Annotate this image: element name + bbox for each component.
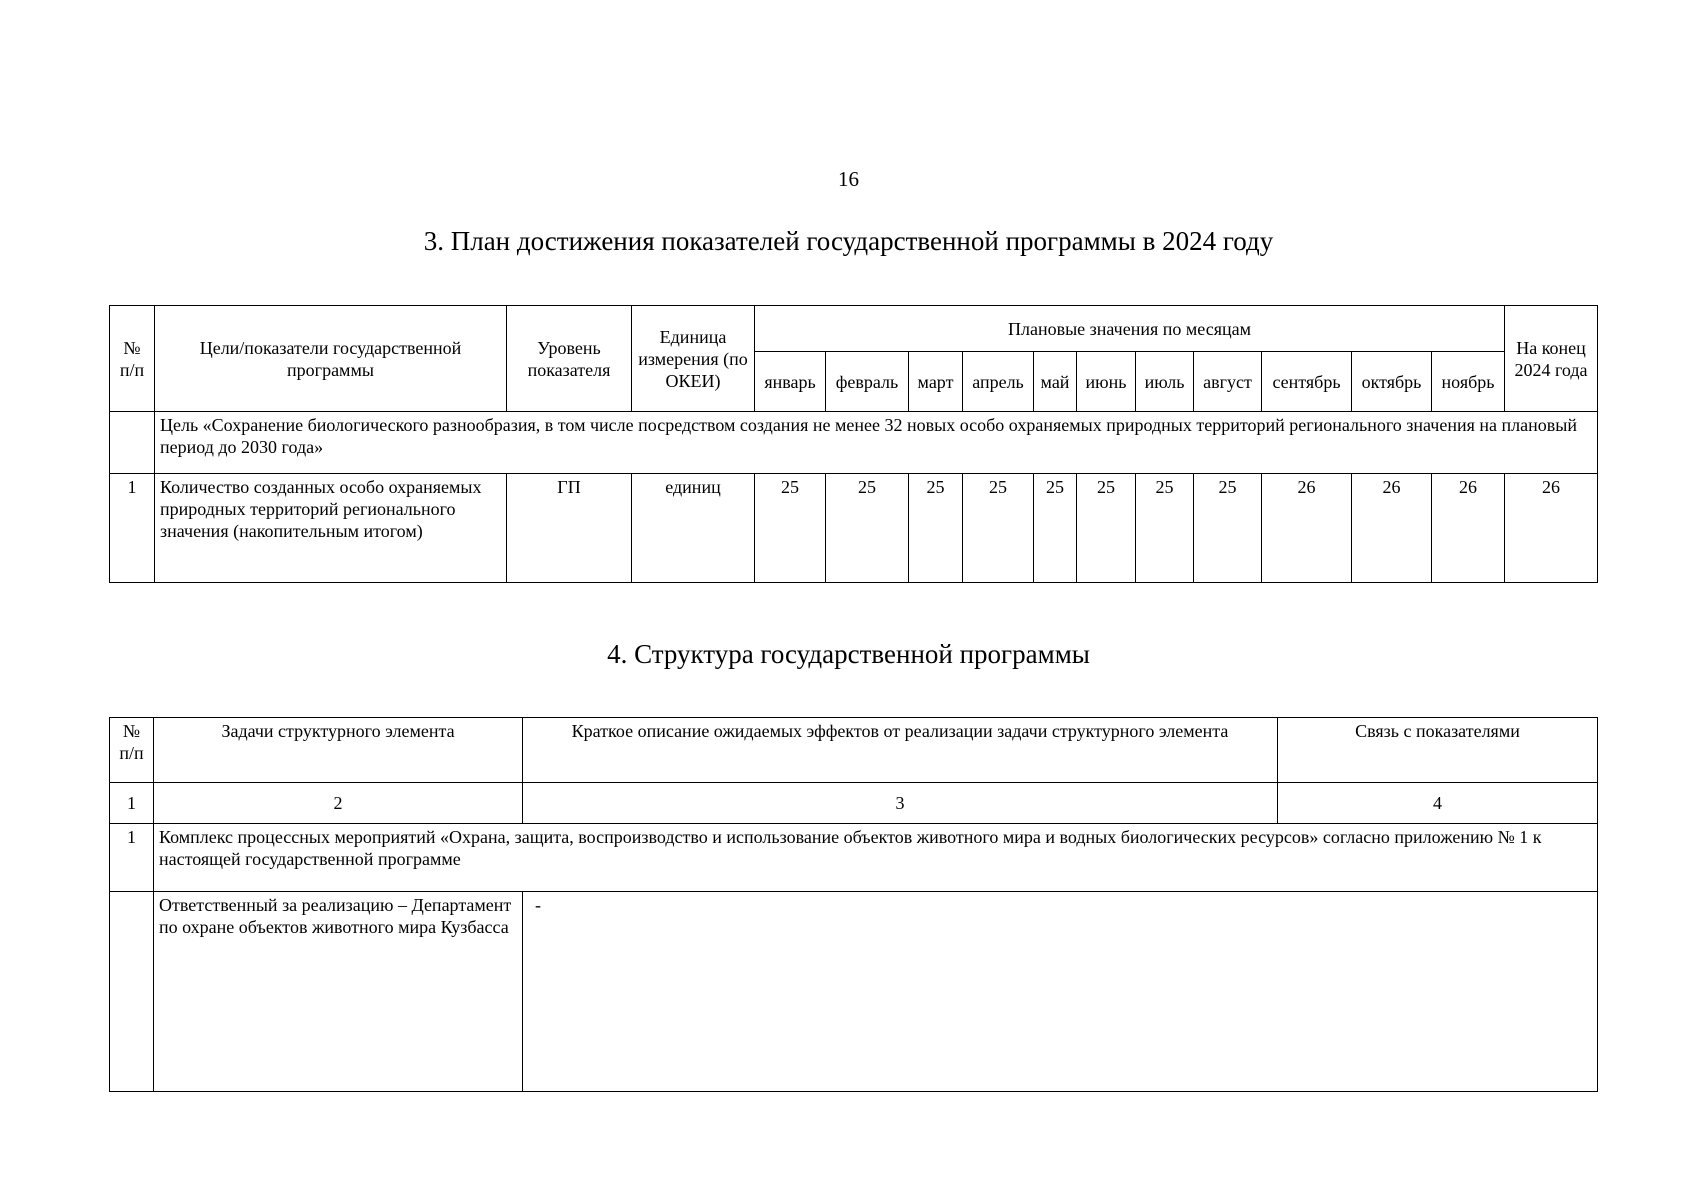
header-month: февраль	[826, 352, 909, 412]
header-unit: Единица измерения (по ОКЕИ)	[632, 306, 755, 412]
goal-row-text: Цель «Сохранение биологического разнообразия, в том числе посредством создания не менее 32 новых особо охраняемых природных территорий регионального значения на плановый период до 2030 года»	[155, 412, 1598, 474]
header-month: октябрь	[1352, 352, 1432, 412]
indicator-end-value: 26	[1505, 474, 1598, 583]
indicator-value: 25	[1034, 474, 1077, 583]
indicator-value: 25	[1077, 474, 1136, 583]
indicator-value: 25	[755, 474, 826, 583]
section-3-title: 3. План достижения показателей государственной программы в 2024 году	[423, 226, 1274, 256]
structure-header-link: Связь с показателями	[1278, 718, 1598, 783]
indicator-value: 25	[826, 474, 909, 583]
column-number: 3	[523, 783, 1278, 824]
section-4-title: 4. Структура государственной программы	[607, 639, 1090, 669]
indicator-value: 25	[963, 474, 1034, 583]
indicator-name: Количество созданных особо охраняемых природных территорий регионального значения (накопительным итогом)	[155, 474, 507, 583]
header-month: ноябрь	[1432, 352, 1505, 412]
goal-row-num	[110, 412, 155, 474]
header-num: № п/п	[110, 306, 155, 412]
indicator-level: ГП	[507, 474, 632, 583]
complex-text: Комплекс процессных мероприятий «Охрана, защита, воспроизводство и использование объектов животного мира и водных биологических ресурсов» согласно приложению № 1 к настоящей государственной программе	[154, 824, 1598, 892]
indicator-value: 26	[1262, 474, 1352, 583]
indicators-plan-table	[109, 305, 1598, 583]
header-month: март	[909, 352, 963, 412]
responsible-value: -	[523, 892, 1598, 1092]
header-month: январь	[755, 352, 826, 412]
structure-header-tasks: Задачи структурного элемента	[154, 718, 523, 783]
indicator-value: 26	[1352, 474, 1432, 583]
indicator-unit: единиц	[632, 474, 755, 583]
header-monthly: Плановые значения по месяцам	[755, 306, 1505, 352]
header-month: июнь	[1077, 352, 1136, 412]
complex-num: 1	[110, 824, 154, 892]
column-number: 2	[154, 783, 523, 824]
indicator-value: 25	[909, 474, 963, 583]
responsible-text: Ответственный за реализацию – Департамент по охране объектов животного мира Кузбасса	[154, 892, 523, 1092]
header-month: май	[1034, 352, 1077, 412]
header-end: На конец 2024 года	[1505, 306, 1598, 412]
indicator-num: 1	[110, 474, 155, 583]
column-number: 1	[110, 783, 154, 824]
header-month: сентябрь	[1262, 352, 1352, 412]
indicator-value: 26	[1432, 474, 1505, 583]
responsible-num	[110, 892, 154, 1092]
program-structure-table	[109, 717, 1598, 1092]
structure-header-effects: Краткое описание ожидаемых эффектов от реализации задачи структурного элемента	[523, 718, 1278, 783]
header-level: Уровень показателя	[507, 306, 632, 412]
header-goals: Цели/показатели государственной программы	[155, 306, 507, 412]
header-month: апрель	[963, 352, 1034, 412]
structure-header-num: № п/п	[110, 718, 154, 783]
column-number: 4	[1278, 783, 1598, 824]
indicator-value: 25	[1136, 474, 1194, 583]
header-month: август	[1194, 352, 1262, 412]
page-number: 16	[838, 167, 859, 191]
indicator-value: 25	[1194, 474, 1262, 583]
header-month: июль	[1136, 352, 1194, 412]
